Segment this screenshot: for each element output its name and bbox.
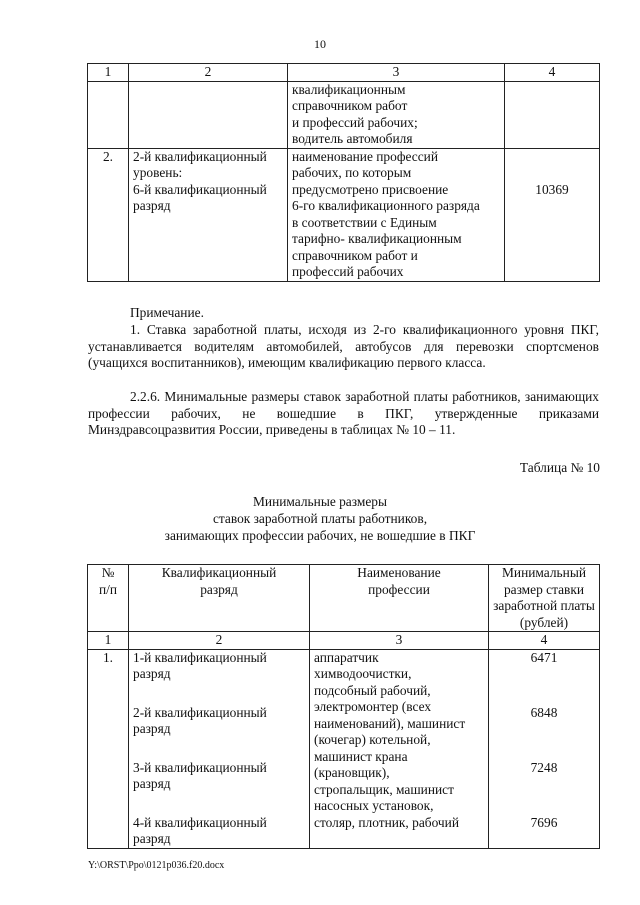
salary-value: 7248: [530, 759, 558, 775]
qualification-level-cell: [129, 81, 288, 148]
level-line: разряд: [133, 666, 171, 681]
row-number: 1.: [88, 649, 129, 848]
profession-line: насосных установок,: [314, 798, 434, 813]
column-number: 3: [288, 64, 505, 82]
professions-cell: [310, 649, 489, 848]
column-number: 4: [505, 64, 600, 82]
cell-text-line: предусмотрено присвоение: [292, 181, 449, 197]
head-text-line: п/п: [98, 581, 118, 597]
qualification-level-cell: [129, 148, 288, 281]
table-label: Таблица № 10: [519, 460, 600, 475]
salaries-cell: [489, 649, 600, 848]
cell-text-line: профессий рабочих: [292, 264, 404, 279]
profession-line: электромонтер (всех: [314, 699, 432, 714]
column-number: 4: [489, 632, 600, 650]
salary-cell: [505, 81, 600, 148]
head-text-line: Наименование: [357, 565, 441, 580]
cell-text-line: разряд: [133, 198, 171, 213]
table-title-line: Минимальные размеры: [253, 494, 387, 509]
column-number: 1: [88, 64, 129, 82]
level-line: 3-й квалификационный: [133, 759, 267, 775]
head-profession: [310, 565, 489, 632]
cell-text-line: 6-го квалификационного разряда: [292, 198, 480, 213]
cell-text-line: в соответствии с Единым: [292, 214, 437, 230]
level-line: разряд: [133, 776, 171, 791]
row-number: [88, 81, 129, 148]
profession-line: химводоочистки,: [314, 666, 412, 681]
cell-text-line: и профессий рабочих;: [292, 114, 418, 130]
paragraph-2-2-6: 2.2.6. Минимальные размеры ставок заработной платы работников, занимающих профессии рабочих, не вошедшие в ПКГ, утвержденные приказами Минздравсоцразвития России, приведены в таблицах № 10 – 11.: [88, 389, 599, 437]
qualification-levels-cell: [129, 649, 310, 848]
row-number: 2.: [88, 148, 129, 281]
head-number: [88, 565, 129, 632]
professions-cell: [288, 148, 505, 281]
profession-line: столяр, плотник, рабочий: [314, 814, 459, 830]
cell-text-line: справочником работ и: [292, 247, 418, 263]
head-text-line: (рублей): [519, 614, 569, 630]
table-title-line: занимающих профессии рабочих, не вошедшие в ПКГ: [164, 528, 476, 543]
profession-line: (кочегар) котельной,: [314, 732, 431, 747]
level-line: 2-й квалификационный: [133, 704, 267, 720]
cell-text-line: 2-й квалификационный: [133, 148, 267, 164]
level-line: 1-й квалификационный: [133, 649, 267, 665]
level-line: разряд: [133, 721, 171, 736]
file-path-footer: Y:\ORST\Ppo\0121p036.f20.docx: [88, 860, 225, 871]
cell-text-line: уровень:: [133, 165, 183, 180]
cell-text-line: наименование профессий: [292, 148, 438, 164]
page-number: 10: [314, 37, 326, 51]
head-text-line: размер ставки: [503, 581, 585, 597]
note-title: Примечание.: [130, 305, 204, 320]
column-number: 2: [129, 632, 310, 650]
salary-value: 6848: [530, 704, 558, 720]
table-row: [88, 649, 600, 848]
column-number: 1: [88, 632, 129, 650]
profession-line: наименований), машинист: [314, 715, 466, 731]
column-number: 3: [310, 632, 489, 650]
salary-table-10: [87, 564, 600, 849]
profession-line: стропальщик, машинист: [314, 781, 454, 797]
salary-cell: 10369: [505, 148, 600, 281]
profession-line: аппаратчик: [314, 649, 379, 665]
head-text-line: Минимальный: [502, 565, 586, 580]
head-salary: [489, 565, 600, 632]
table-header-row: [88, 64, 600, 82]
cell-text-line: квалификационным: [292, 81, 406, 97]
head-text-line: заработной платы: [493, 598, 595, 613]
cell-text-line: рабочих, по которым: [292, 165, 412, 180]
table-title-line: ставок заработной платы работников,: [212, 511, 428, 526]
head-level: [129, 565, 310, 632]
head-text-line: №: [101, 565, 115, 580]
head-text-line: разряд: [200, 581, 238, 597]
head-text-line: Квалификационный: [161, 565, 277, 580]
salary-value: 7696: [530, 814, 558, 830]
salary-value: 6471: [530, 649, 558, 665]
level-line: 4-й квалификационный: [133, 814, 267, 830]
table-head-row: [88, 565, 600, 632]
table-row: [88, 148, 600, 281]
professions-cell: [288, 81, 505, 148]
head-text-line: профессии: [368, 581, 430, 597]
note-item-1: 1. Ставка заработной платы, исходя из 2-го квалификационного уровня ПКГ, устанавливается водителям автомобилей, автобусов для перевозки спортсменов (учащихся воспитанников), имеющим квалификацию первого класса.: [88, 322, 599, 370]
profession-line: (крановщик),: [314, 765, 390, 780]
table-row: [88, 81, 600, 148]
cell-text-line: 6-й квалификационный: [133, 181, 267, 197]
cell-text-line: водитель автомобиля: [292, 131, 413, 146]
continuation-table: [87, 63, 600, 282]
cell-text-line: тарифно- квалификационным: [292, 231, 462, 246]
profession-line: подсобный рабочий,: [314, 682, 431, 698]
profession-line: машинист крана: [314, 748, 408, 764]
cell-text-line: справочником работ: [292, 98, 408, 113]
column-number: 2: [129, 64, 288, 82]
level-line: разряд: [133, 831, 171, 846]
column-number-row: [88, 632, 600, 650]
